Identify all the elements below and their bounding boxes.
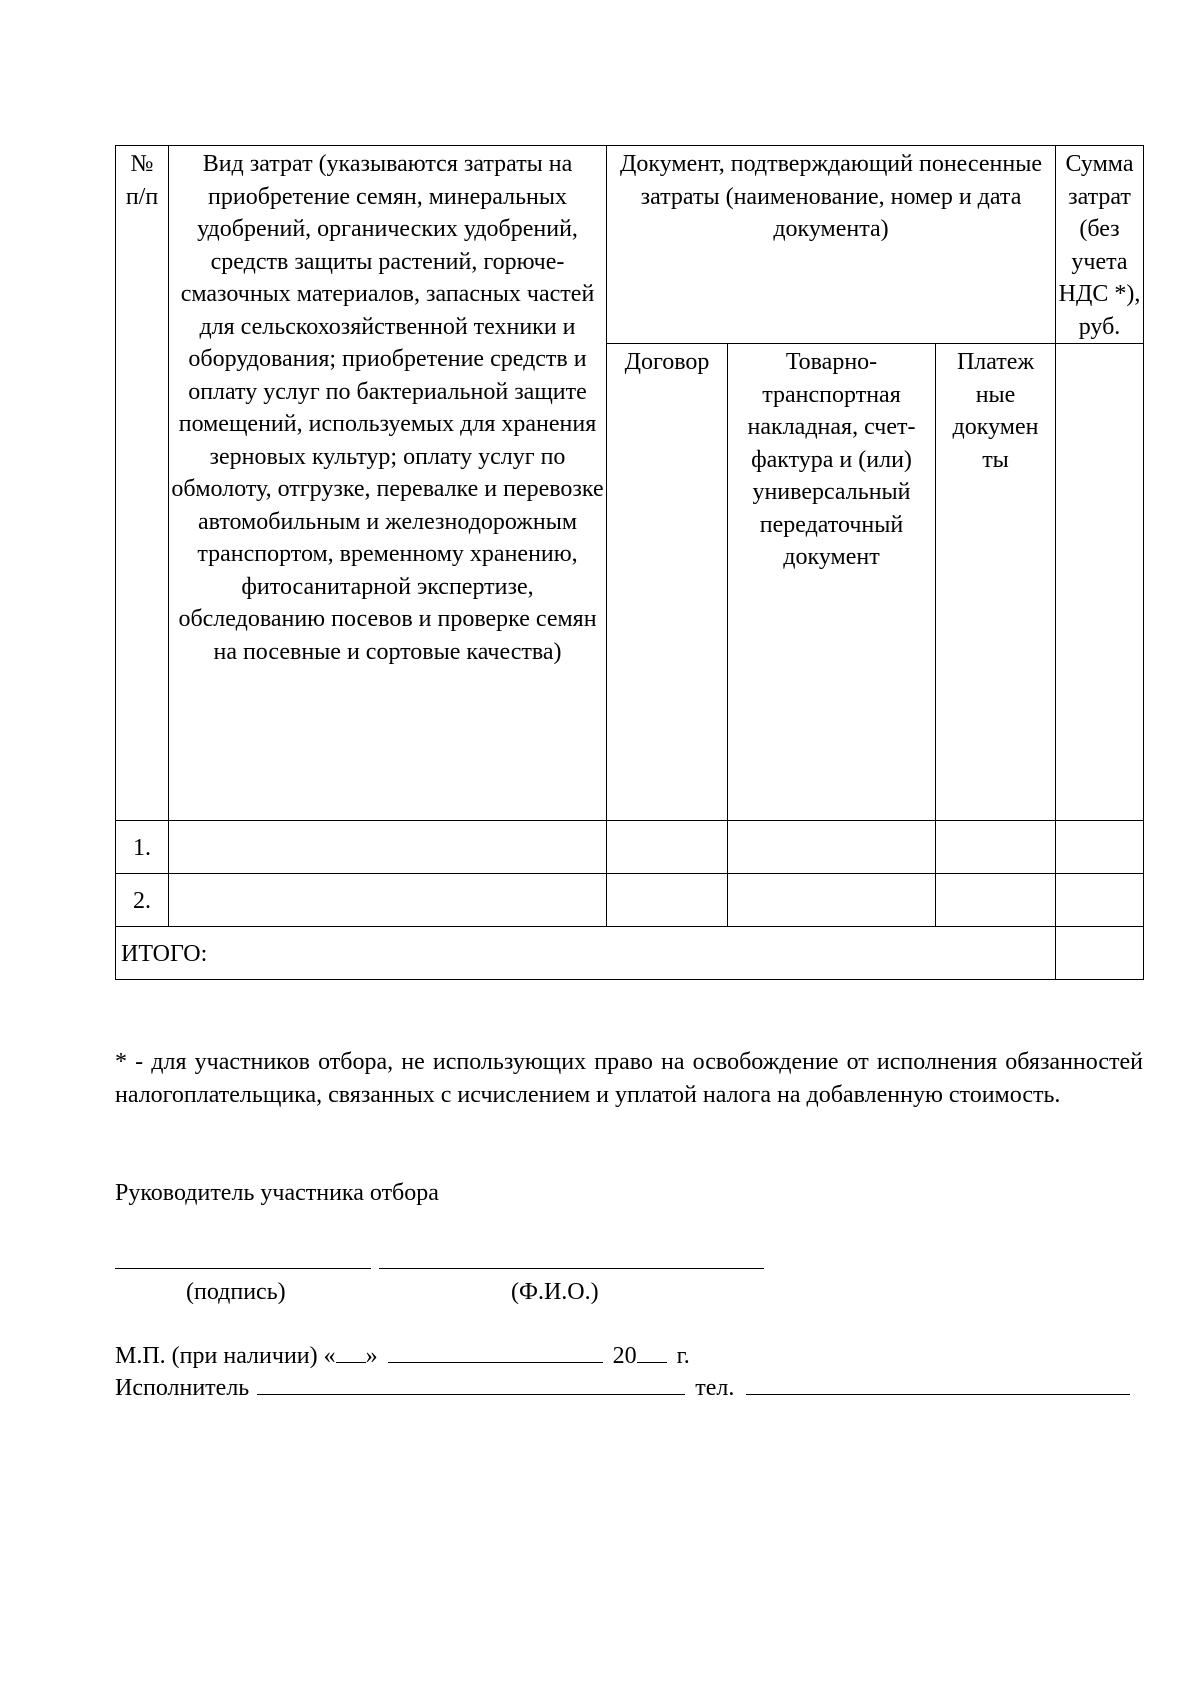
- year-prefix: 20: [612, 1343, 637, 1369]
- executor-line: [115, 1372, 1130, 1404]
- footnote: * - для участников отбора, не использующих право на освобождение от исполнения обязанностей налогоплательщика, связанных с исчислением и уплатой налога на добавленную стоимость.: [115, 1049, 1143, 1108]
- stamp-label: М.П. (при наличии) «: [115, 1343, 336, 1369]
- total-value: [1056, 927, 1144, 980]
- header-row-1: [116, 146, 1144, 344]
- total-row: [116, 927, 1144, 980]
- table-row: [116, 821, 1144, 874]
- executor-blank: [257, 1372, 685, 1395]
- row-num: 2.: [116, 874, 169, 927]
- header-payment: Платеж ные докумен ты: [936, 344, 1056, 821]
- row-cell: [169, 821, 607, 874]
- signature-line: [115, 1268, 371, 1269]
- name-caption: (Ф.И.О.): [511, 1279, 599, 1305]
- header-waybill: Товарно-транспортная накладная, счет-фактура и (или) универсальный передаточный документ: [728, 344, 936, 821]
- day-blank: [336, 1340, 366, 1363]
- header-sum: Сумма затрат (без учета НДС *), руб.: [1056, 146, 1144, 344]
- row-cell: [1056, 821, 1144, 874]
- row-cell: [607, 874, 728, 927]
- header-num: № п/п: [116, 146, 169, 821]
- stamp-date-line: [115, 1340, 690, 1372]
- row-cell: [728, 874, 936, 927]
- header-contract: Договор: [607, 344, 728, 821]
- header-sum-empty: [1056, 344, 1144, 821]
- month-blank: [388, 1340, 603, 1363]
- name-line: [379, 1268, 764, 1269]
- table-row: [116, 874, 1144, 927]
- row-cell: [607, 821, 728, 874]
- row-cell: [169, 874, 607, 927]
- year-blank: [637, 1340, 667, 1363]
- phone-label: тел.: [695, 1375, 735, 1401]
- row-cell: [728, 821, 936, 874]
- costs-table: [115, 145, 1144, 980]
- row-cell: [936, 821, 1056, 874]
- signature-caption: (подпись): [186, 1279, 286, 1305]
- phone-blank: [746, 1372, 1130, 1395]
- row-num: 1.: [116, 821, 169, 874]
- header-cost-type: Вид затрат (указываются затраты на приобретение семян, минеральных удобрений, органических удобрений, средств защиты растений, горюче-смазочных материалов, запасных частей для сельскохозяйственной техники и оборудования; приобретение средств и оплату услуг по бактериальной защите помещений, используемых для хранения зерновых культур; оплату услуг по обмолоту, отгрузке, перевалке и перевозке автомобильным и железнодорожным транспортом, временному хранению, фитосанитарной экспертизе, обследованию посевов и проверке семян на посевные и сортовые качества): [169, 146, 607, 821]
- close-quote: »: [365, 1343, 378, 1369]
- head-label: Руководитель участника отбора: [115, 1180, 439, 1206]
- row-cell: [936, 874, 1056, 927]
- year-suffix: г.: [676, 1343, 690, 1369]
- executor-label: Исполнитель: [115, 1375, 250, 1401]
- header-document: Документ, подтверждающий понесенные затраты (наименование, номер и дата документа): [607, 146, 1056, 344]
- row-cell: [1056, 874, 1144, 927]
- total-label: ИТОГО:: [116, 927, 1056, 980]
